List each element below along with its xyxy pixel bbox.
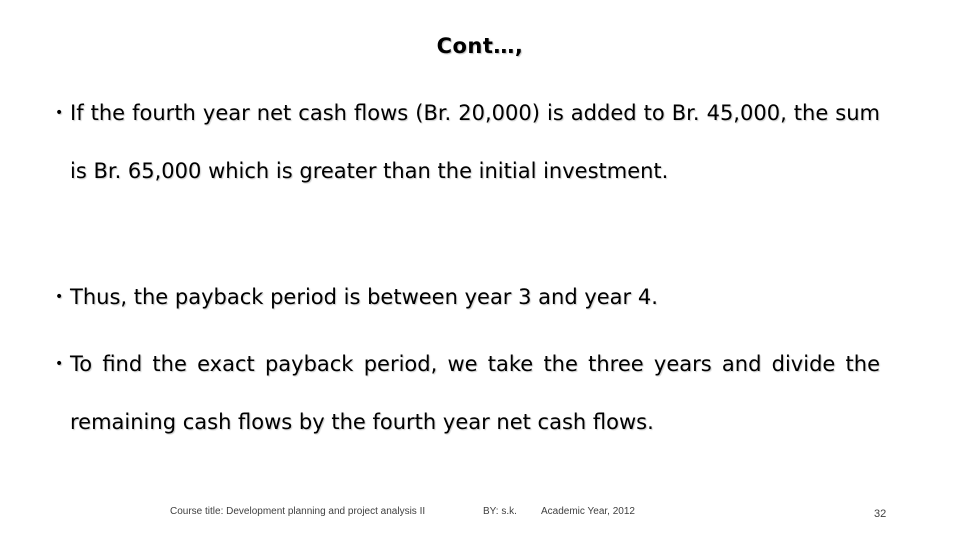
page-number: 32	[874, 508, 887, 520]
slide-title: Cont…,	[436, 34, 524, 58]
bullet-icon: •	[55, 289, 64, 305]
bullet-text: Thus, the payback period is between year 3 and year 4.	[70, 285, 658, 309]
bullet-item	[50, 84, 880, 200]
footer-author: BY: s.k.	[483, 506, 517, 517]
bullet-icon: •	[55, 356, 64, 372]
bullet-text: If the fourth year net cash flows (Br. 20,000) is added to Br. 45,000, the sum is Br. 65,000 which is greater than the initial investment.	[70, 101, 880, 183]
bullet-text: To find the exact payback period, we take the three years and divide the remaining cash flows by the fourth year net cash flows.	[70, 352, 880, 434]
bullet-item	[50, 335, 880, 451]
bullet-icon: •	[55, 105, 64, 121]
footer-academic-year: Academic Year, 2012	[541, 506, 635, 517]
bullet-item	[50, 268, 880, 326]
footer-course-title: Course title: Development planning and project analysis II	[170, 506, 426, 517]
